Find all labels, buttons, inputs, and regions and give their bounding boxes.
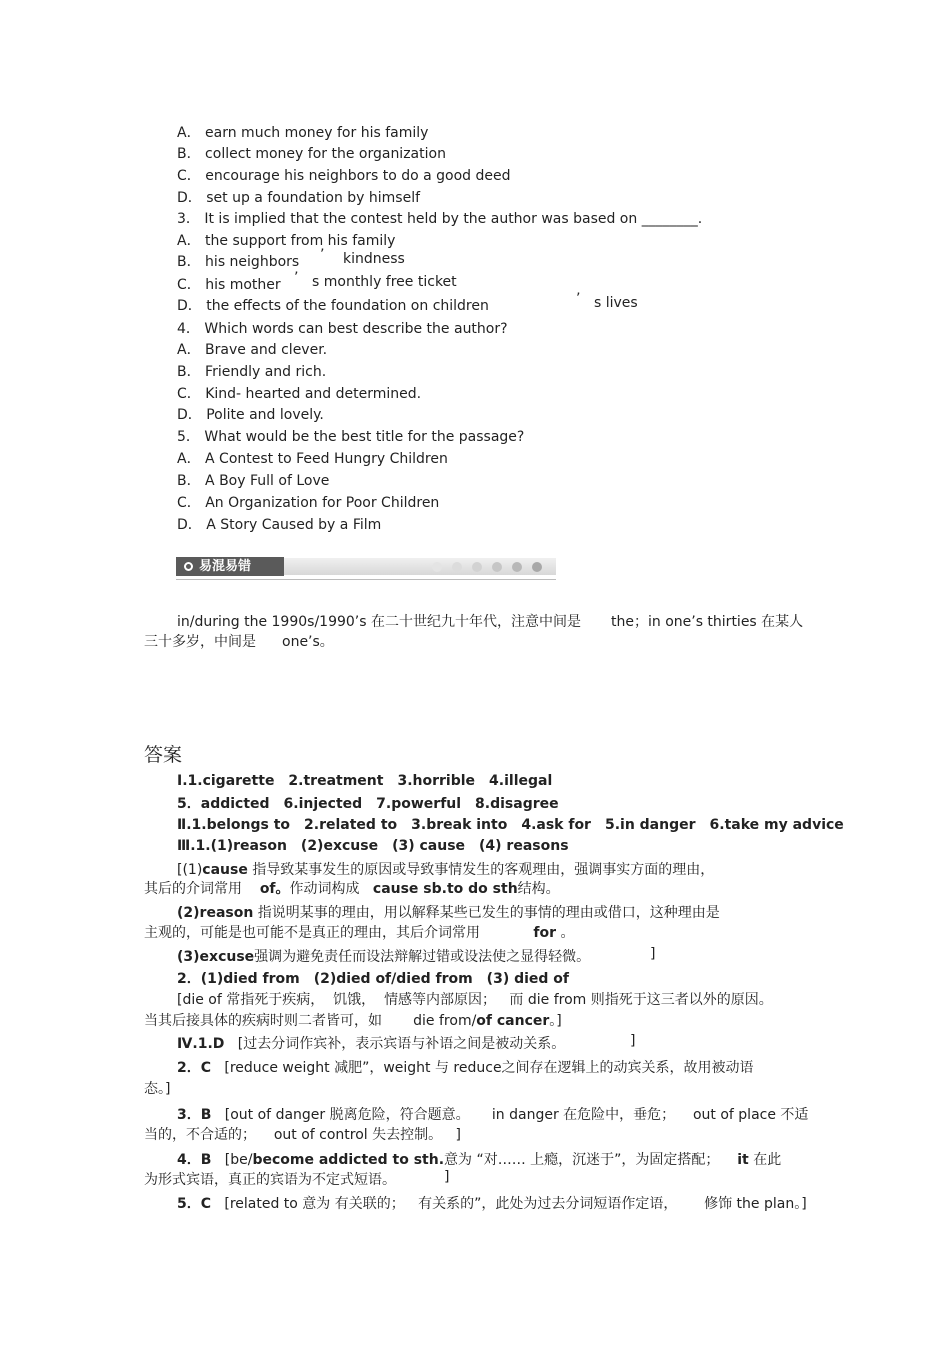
dot-icon	[432, 562, 442, 572]
option-c: C． his mother	[177, 277, 281, 293]
answer-iv-4	[177, 1149, 781, 1169]
explanation-part: [be/	[224, 1152, 253, 1168]
explanation-text	[177, 989, 773, 1009]
note-line-2b: one’s。	[282, 634, 334, 650]
option-d: D． set up a foundation by himself	[177, 190, 421, 206]
option-b: B． Friendly and rich.	[177, 364, 327, 380]
explanation-part: 在此	[753, 1152, 782, 1168]
answer-iv-3	[177, 1104, 808, 1124]
explanation-part: ]	[455, 1127, 461, 1143]
keyword: become addicted to sth.	[252, 1152, 445, 1168]
dot-icon	[492, 562, 502, 572]
option-d-tail: s lives	[594, 295, 638, 311]
explanation-part: 饥饿，	[333, 992, 376, 1008]
banner-divider	[176, 579, 556, 580]
dot-icon	[472, 562, 482, 572]
explanation-part: [过去分词作宾补，表示宾语与补语之间是被动关系。	[237, 1036, 566, 1052]
apostrophe: ’	[576, 291, 581, 307]
explanation-text: 态。]	[144, 1081, 171, 1097]
explanation-part: 修饰 the plan。]	[704, 1196, 807, 1212]
option-b: B． A Boy Full of Love	[177, 473, 330, 489]
option-a: A． Brave and clever.	[177, 342, 328, 358]
answer-key: 2．C	[177, 1060, 212, 1076]
keyword: of cancer	[476, 1013, 550, 1029]
answers-heading: 答案	[144, 744, 183, 766]
explanation-part: 主观的，可能是也可能不是真正的理由，其后介词常用	[144, 925, 480, 941]
target-icon	[184, 562, 193, 571]
answer-key: 5．C	[177, 1196, 212, 1212]
option-c-tail: s monthly free ticket	[312, 274, 457, 290]
explanation-text	[144, 922, 574, 942]
answer-iv-1	[177, 1033, 565, 1053]
explanation-part: [related to 意为 有关联的；	[224, 1196, 405, 1212]
answer-section-1-line-1: Ⅰ.1.cigarette 2.treatment 3.horrible 4.illegal	[177, 773, 553, 789]
explanation-text	[177, 902, 720, 922]
answer-section-3: Ⅲ.1.(1)reason (2)excuse (3) cause (4) reasons	[177, 838, 569, 854]
dot-icon	[452, 562, 462, 572]
question-4-stem: 4． Which words can best describe the author?	[177, 321, 508, 337]
apostrophe: ’	[294, 270, 299, 286]
keyword: (3)excuse	[177, 949, 255, 965]
explanation-part: 指导致某事发生的原因或导致事情发生的客观理由，强调事实方面的理由，	[252, 862, 715, 878]
explanation-part: [(1)	[177, 862, 203, 878]
keyword: cause	[202, 862, 248, 878]
banner-tag	[176, 557, 284, 576]
note-line-1a: in/during the 1990s/1990’s 在二十世纪九十年代，注意中间是	[177, 614, 581, 630]
answer-iv-5	[177, 1193, 807, 1213]
option-a: A． A Contest to Feed Hungry Children	[177, 451, 448, 467]
closing-bracket: ]	[444, 1169, 450, 1185]
explanation-part: die from/	[413, 1013, 477, 1029]
explanation-part: [reduce weight 减肥”，weight 与 reduce之间存在逻辑上的动宾关系，故用被动语	[224, 1060, 754, 1076]
option-c: C． Kind- hearted and determined.	[177, 386, 422, 402]
explanation-part: in danger 在危险中，垂危；	[491, 1107, 676, 1123]
explanation-part: 当其后接具体的疾病时则二者皆可，如	[144, 1013, 382, 1029]
answer-key: 4．B	[177, 1152, 212, 1168]
explanation-part: 有关系的”，此处为过去分词短语作定语，	[418, 1196, 678, 1212]
dot-icon	[512, 562, 522, 572]
explanation-part: out of control 失去控制。	[273, 1127, 443, 1143]
explanation-part: [out of danger 脱离危险，符合题意。	[224, 1107, 470, 1123]
dot-icon	[532, 562, 542, 572]
note-line-2a: 三十多岁，中间是	[144, 634, 256, 650]
apostrophe: ’	[320, 247, 325, 263]
explanation-text	[177, 946, 590, 966]
option-d: D． Polite and lovely.	[177, 407, 324, 423]
explanation-text	[177, 859, 714, 879]
keyword: (2)reason	[177, 905, 254, 921]
option-c: C． An Organization for Poor Children	[177, 495, 440, 511]
explanation-text	[144, 878, 560, 898]
keyword: for	[533, 925, 557, 941]
explanation-part: 当的，不合适的；	[144, 1127, 256, 1143]
closing-bracket: ]	[650, 946, 656, 962]
explanation-part: 而 die from 则指死于这三者以外的原因。	[509, 992, 773, 1008]
explanation-part: [die of 常指死于疾病，	[177, 992, 325, 1008]
explanation-part: out of place 不适	[692, 1107, 809, 1123]
explanation-text	[144, 1124, 461, 1144]
explanation-text	[144, 1010, 562, 1030]
option-c: C． encourage his neighbors to do a good deed	[177, 168, 511, 184]
option-a: A． the support from his family	[177, 233, 396, 249]
answer-section-1-line-2: 5．addicted 6.injected 7.powerful 8.disagree	[177, 796, 559, 812]
explanation-part: 。]	[549, 1013, 562, 1029]
note-line-1b: the；in one’s thirties 在某人	[611, 614, 804, 630]
question-3-stem: 3． It is implied that the contest held by the author was based on ________.	[177, 211, 703, 227]
answer-iv-2	[177, 1057, 754, 1077]
closing-bracket: ]	[630, 1033, 636, 1049]
explanation-part: 意为 “对…… 上瘾，沉迷于”，为固定搭配；	[444, 1152, 720, 1168]
explanation-part: 情感等内部原因；	[384, 992, 497, 1008]
keyword: it	[737, 1152, 749, 1168]
option-b-tail: kindness	[343, 251, 405, 267]
keyword: of。	[259, 881, 290, 897]
answer-question-2: 2．(1)died from (2)died of/died from (3) died of	[177, 971, 570, 987]
keyword: cause sb.to do sth	[372, 881, 518, 897]
explanation-part: 其后的介词常用	[144, 881, 242, 897]
explanation-part: 作动词构成	[289, 881, 360, 897]
banner-label: 易混易错	[199, 559, 252, 574]
answer-key: Ⅳ.1.D	[177, 1036, 225, 1052]
explanation-text: 为形式宾语，真正的宾语为不定式短语。	[144, 1172, 396, 1188]
option-d: D． the effects of the foundation on children	[177, 298, 489, 314]
explanation-part: 。	[560, 925, 575, 941]
explanation-part: 结构。	[517, 881, 560, 897]
option-b: B． collect money for the organization	[177, 146, 446, 162]
option-b: B． his neighbors	[177, 254, 300, 270]
answer-section-2: Ⅱ.1.belongs to 2.related to 3.break into 4.ask for 5.in danger 6.take my advice	[177, 817, 844, 833]
explanation-part: 指说明某事的理由，用以解释某些已发生的事情的理由或借口，这种理由是	[257, 905, 720, 921]
question-5-stem: 5． What would be the best title for the passage?	[177, 429, 525, 445]
section-banner	[176, 555, 556, 585]
explanation-part: 强调为避免责任而设法辩解过错或设法使之显得轻微。	[254, 949, 591, 965]
option-d: D． A Story Caused by a Film	[177, 517, 382, 533]
answer-key: 3．B	[177, 1107, 212, 1123]
option-a: A． earn much money for his family	[177, 125, 429, 141]
